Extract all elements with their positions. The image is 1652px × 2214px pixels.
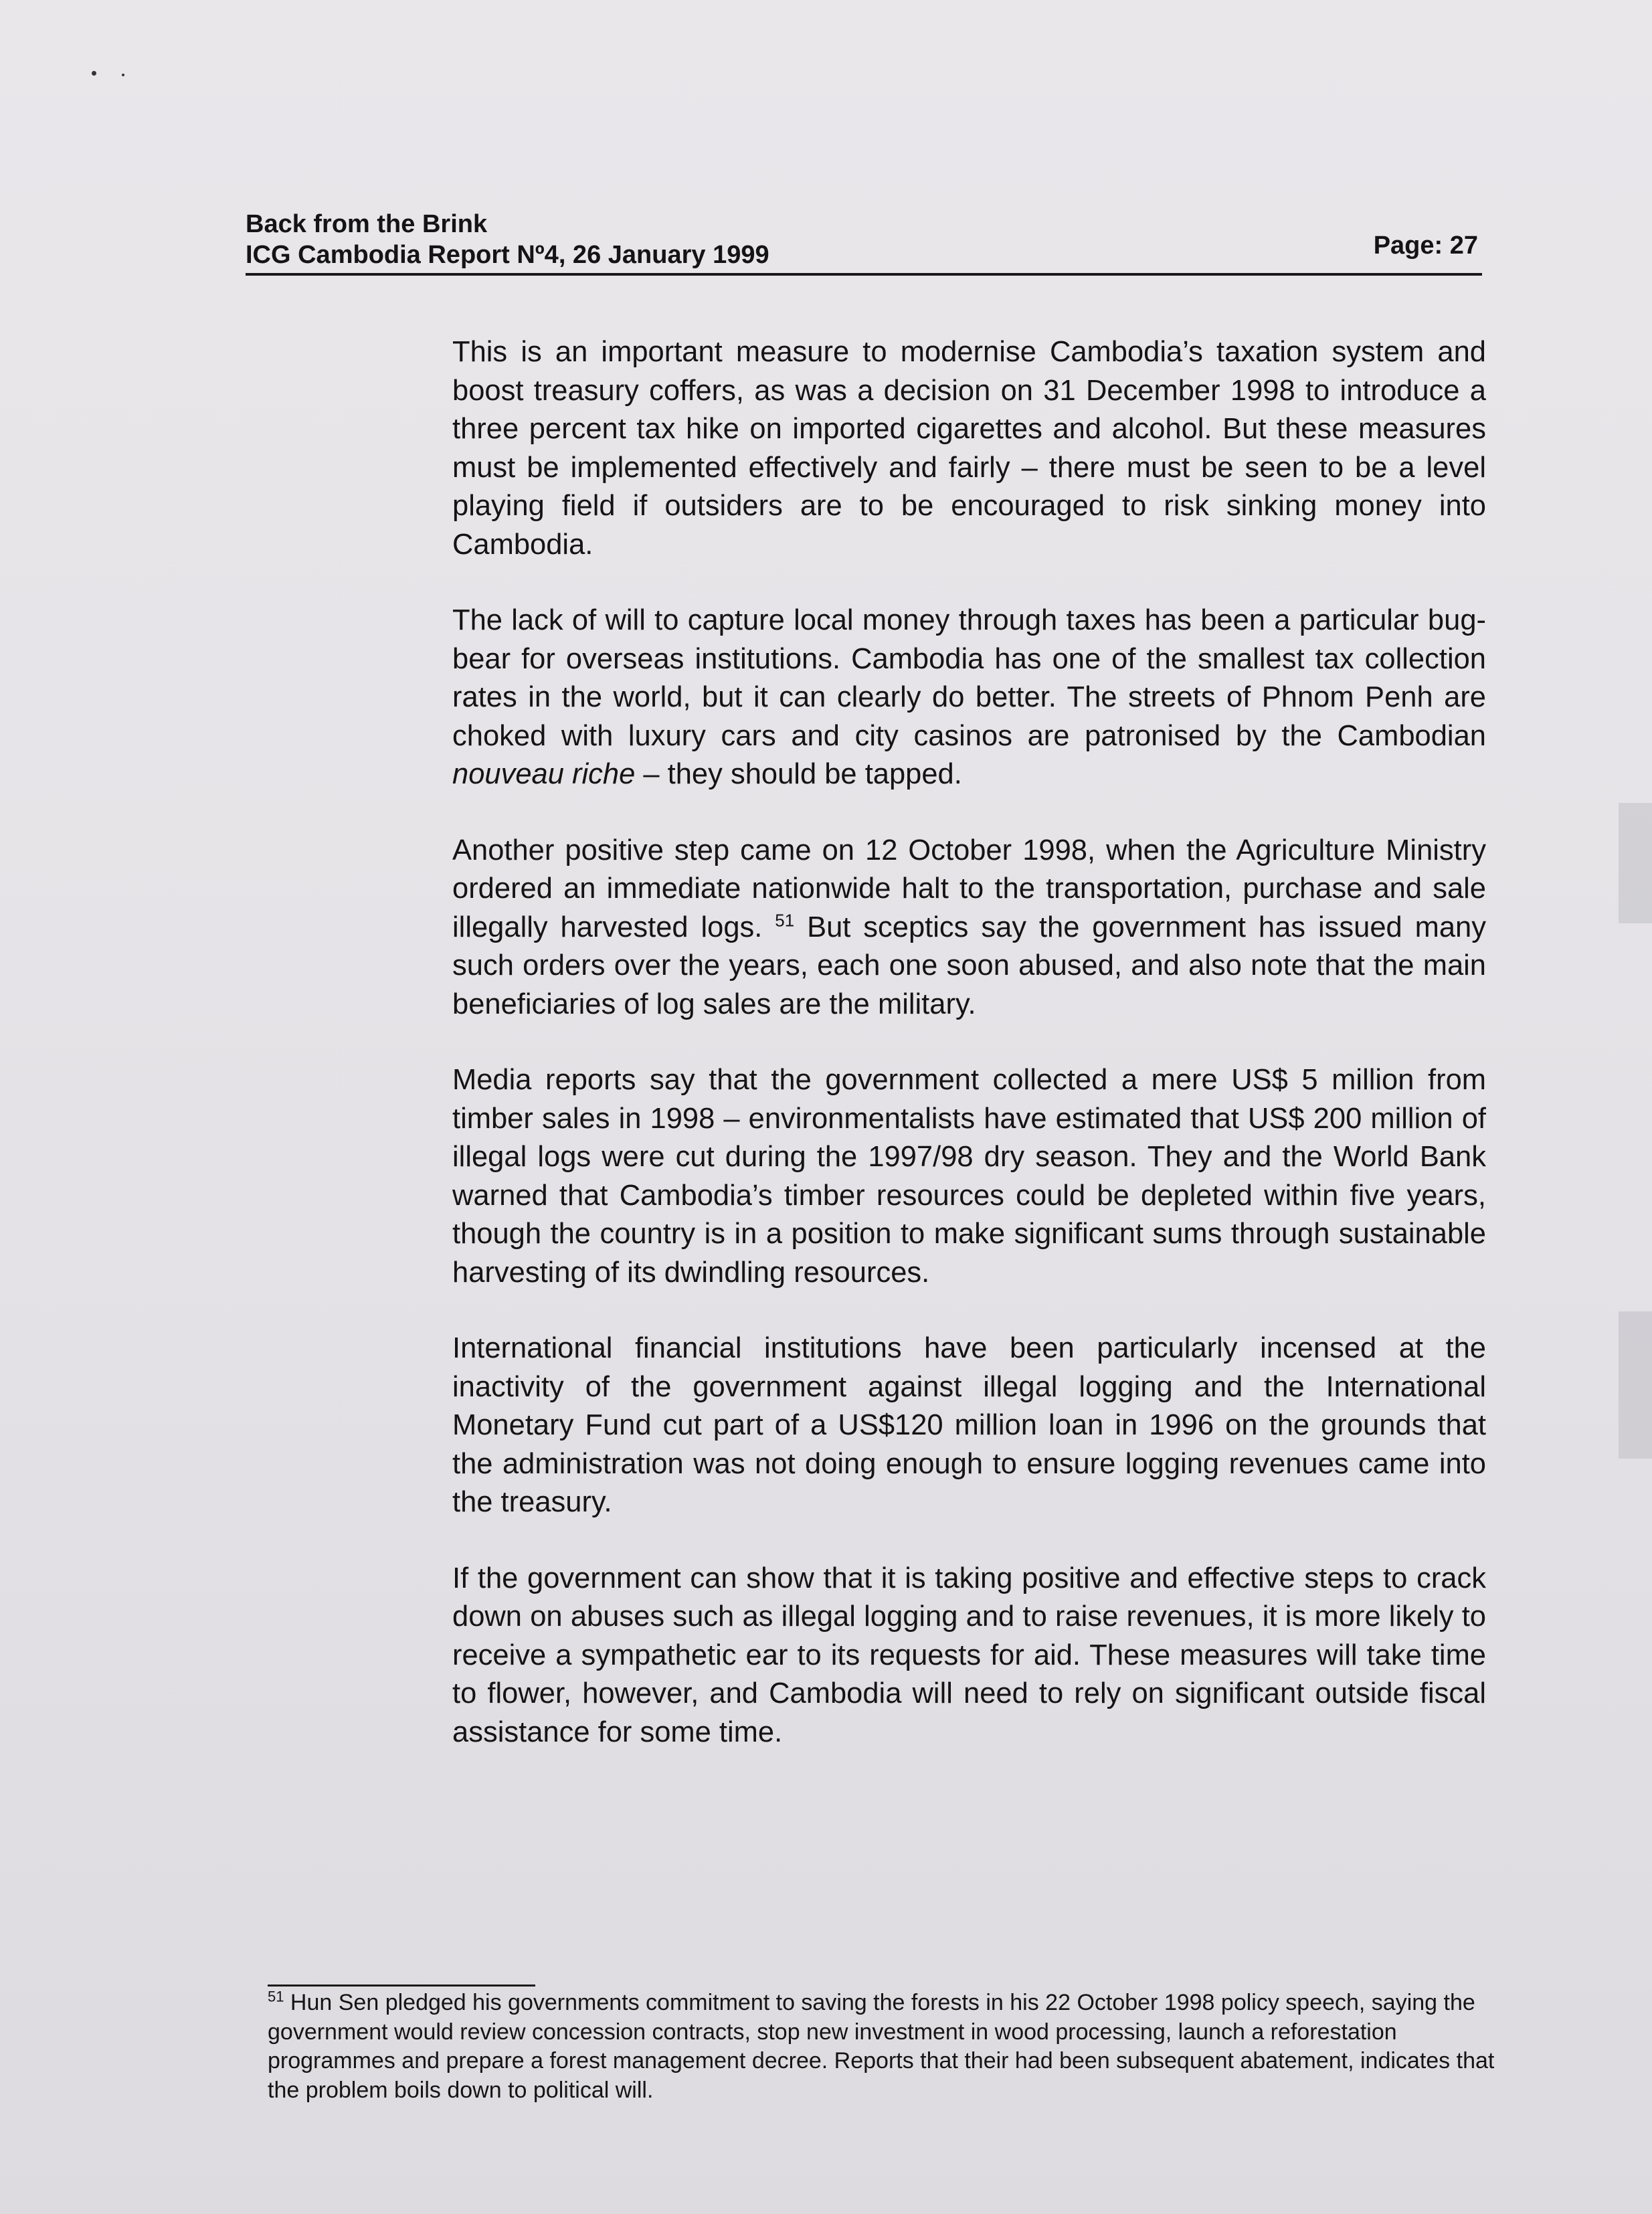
footnote	[268, 1989, 1512, 2105]
paragraph-timber-revenue: Media reports say that the government collected a mere US$ 5 million from timber sales in 1998 – environmentalists have estimated that US$ 200 million of illegal logs were cut during the 1997/98 dry season. They and the World Bank warned that Cambodia’s timber resources could be depleted within five years, though the country is in a position to make significant sums through sustainable harvesting of its dwindling resources.	[452, 1064, 1486, 1289]
paragraph-logging-ban	[452, 832, 1486, 1024]
italic-phrase: nouveau riche	[452, 758, 636, 790]
page-edge-shadow	[1619, 803, 1652, 923]
page-number: Page: 27	[1373, 232, 1478, 260]
paragraph-text: The lack of will to capture local money through taxes has been a particular bug-bear for overseas institutions. Cambodia has one of the smallest tax collection rates in the world, but it can clearly do better. The streets of Phnom Penh are choked with luxury cars and city casinos are patronised by the Cambodian	[452, 604, 1486, 752]
footnote-number: 51	[268, 1988, 284, 2005]
paragraph-imf-loan: International financial institutions have been particularly incensed at the inactivity of the government against illegal logging and the International Monetary Fund cut part of a US$120 million loan in 1996 on the grounds that the administration was not doing enough to ensure logging revenues came into the treasury.	[452, 1332, 1486, 1518]
paragraph-text: Another positive step came on 12 October 1998, when the Agriculture Ministry ordered an immediate nationwide halt to the transportation, purchase and sale illegally harvested logs.	[452, 834, 1486, 943]
running-header	[246, 209, 1482, 276]
report-number-date: ICG Cambodia Report Nº4, 26 January 1999	[246, 241, 769, 269]
footnote-text: Hun Sen pledged his governments commitment to saving the forests in his 22 October 1998 policy speech, saying the government would review concession contracts, stop new investment in wood processing, launch a reforestation programmes and prepare a forest management decree. Reports that their had been subsequent abatement, indicates that the problem boils down to political will.	[268, 1990, 1495, 2103]
paragraph-tax-collection	[452, 602, 1486, 794]
footnote-divider	[268, 1985, 535, 1987]
paragraph-fiscal-assistance: If the government can show that it is taking positive and effective steps to crack down on abuses such as illegal logging and to raise revenues, it is more likely to receive a sympathetic ear to its requests for aid. These measures will take time to flower, however, and Cambodia will need to rely on significant outside fiscal assistance for some time.	[452, 1562, 1486, 1748]
scan-speck	[92, 71, 96, 76]
footnote-reference[interactable]: 51	[775, 910, 795, 930]
paragraph-text: – they should be tapped.	[635, 758, 962, 790]
report-series-title: Back from the Brink	[246, 210, 488, 238]
scan-speck	[122, 74, 124, 76]
page-edge-shadow	[1619, 1311, 1652, 1459]
paragraph-taxation-measure: This is an important measure to modernise Cambodia’s taxation system and boost treasury coffers, as was a decision on 31 December 1998 to introduce a three percent tax hike on imported cigarettes and alcohol. But these measures must be implemented effectively and fairly – there must be seen to be a level playing field if outsiders are to be encouraged to risk sinking money into Cambodia.	[452, 336, 1486, 561]
paragraph-text: But sceptics say the government has issued many such orders over the years, each one soon abused, and also note that the main beneficiaries of log sales are the military.	[452, 911, 1486, 1020]
body-text	[452, 333, 1486, 1752]
